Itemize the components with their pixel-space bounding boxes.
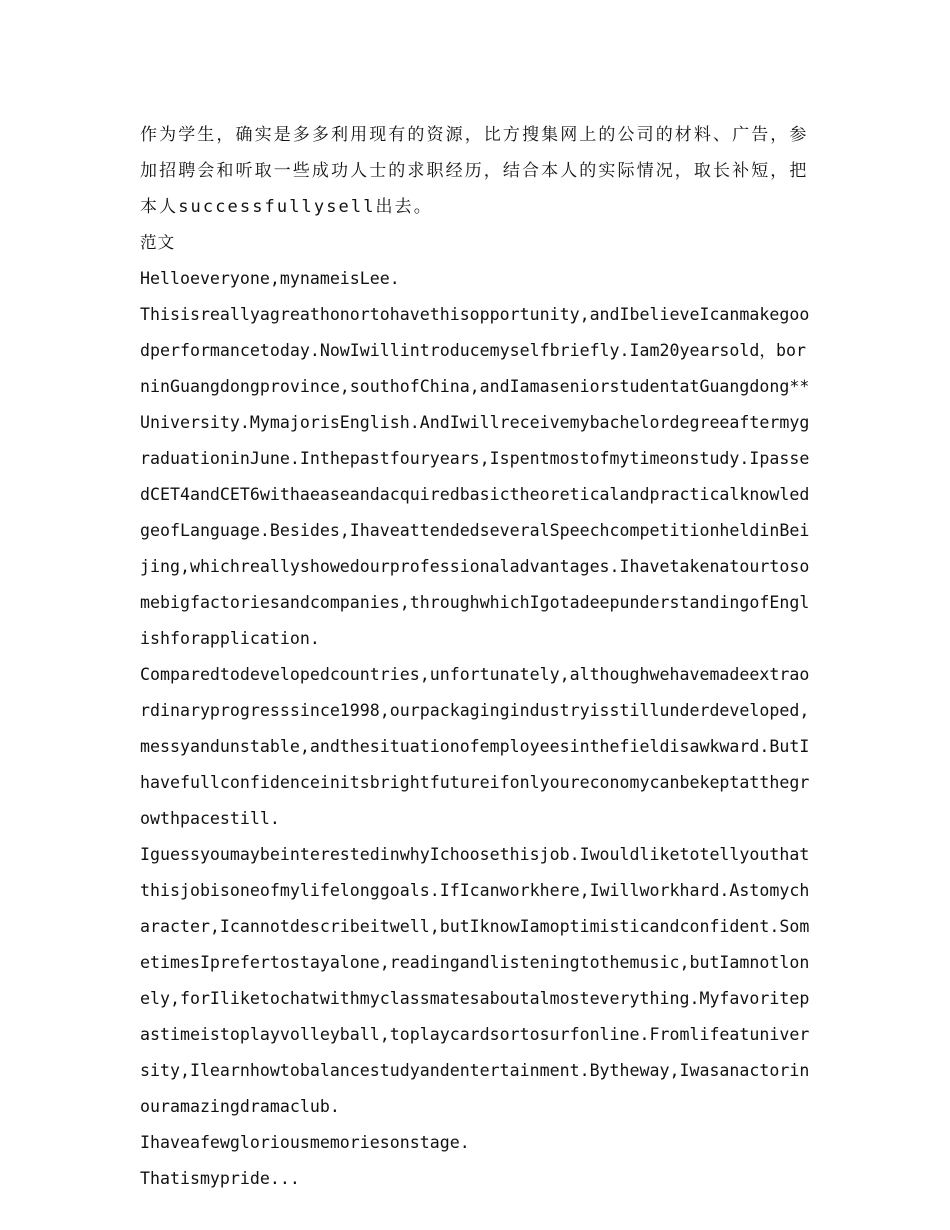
- memories-paragraph: Ihaveafewgloriousmemoriesonstage.: [140, 1133, 470, 1152]
- closing-paragraph: Thatismypride...: [140, 1169, 300, 1188]
- document-body: [140, 117, 812, 1197]
- self-introduction-paragraph: Thisisreallyagreathonortohavethisopportunity,andIbelieveIcanmakegoodperformancetoday.NowIwillintroducemyselfbriefly.Iam20yearsold，borninGuangdongprovince,southofChina,andIamaseniorstudentatGuangdong**University.MymajorisEnglish.AndIwillreceivemybachelordegreeaftermygraduationinJune.Inthepastfouryears,Ispentmostofmytimeonstudy.IpassedCET4andCET6withaeaseandacquiredbasictheoreticalandpracticalknowledgeofLanguage.Besides,IhaveattendedseveralSpeechcompetitionheldinBeijing,whichreallyshowedourprofessionaladvantages.Ihavetakenatourtosomebigfactoriesandcompanies,throughwhichIgotadeepunderstandingofEnglishforapplication.: [140, 305, 810, 648]
- sample-essay-heading: 范文: [140, 233, 176, 252]
- industry-paragraph: Comparedtodevelopedcountries,unfortunately,althoughwehavemadeextraordinaryprogresssince1998,ourpackagingindustryisstillunderdeveloped,messyandunstable,andthesituationofemployeesinthefieldisawkward.ButIhavefullconfidenceinitsbrightfutureifonlyoureconomycanbekeptatthegrowthpacestill.: [140, 665, 810, 828]
- character-paragraph: IguessyoumaybeinterestedinwhyIchoosethisjob.Iwouldliketotellyouthatthisjobisoneofmylifelonggoals.IfIcanworkhere,Iwillworkhard.Astomycharacter,Icannotdescribeitwell,butIknowIamoptimisticandconfident.SometimesIprefertostayalone,readingandlisteningtothemusic,butIamnotlonely,forIliketochatwithmyclassmatesaboutalmosteverything.Myfavoritepastimeistoplayvolleyball,toplaycardsortosurfonline.Fromlifeatuniversity,Ilearnhowtobalancestudyandentertainment.Bytheway,Iwasanactorinouramazingdramaclub.: [140, 845, 810, 1116]
- intro-paragraph: 作为学生，确实是多多利用现有的资源，比方搜集网上的公司的材料、广告，参加招聘会和听取一些成功人士的求职经历，结合本人的实际情况，取长补短，把本人successfullysell出去。: [140, 125, 809, 217]
- greeting-paragraph: Helloeveryone,mynameisLee.: [140, 269, 400, 288]
